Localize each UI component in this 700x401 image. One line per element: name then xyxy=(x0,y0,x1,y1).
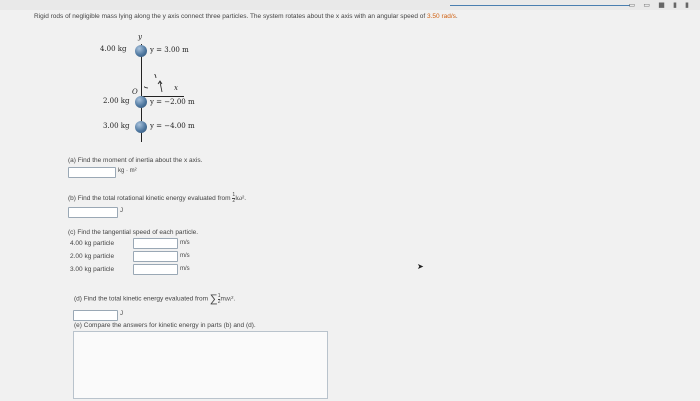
position-label-2: y = −2.00 m xyxy=(150,98,195,106)
x-axis-label: x xyxy=(174,84,178,92)
part-b-input[interactable] xyxy=(68,207,118,218)
part-b-prompt: (b) Find the total rotational kinetic energy evaluated from $\frac{1}{2}$ Iω². xyxy=(68,192,247,204)
part-a-unit: kg · m² xyxy=(118,168,137,174)
part-a-prompt: (a) Find the moment of inertia about the x axis. xyxy=(68,157,203,164)
origin-label: O xyxy=(132,88,138,96)
part-d-unit: J xyxy=(120,311,123,317)
part-c-prompt: (c) Find the tangential speed of each particle. xyxy=(68,229,199,236)
x-axis xyxy=(141,96,184,97)
part-c-unit-2: m/s xyxy=(180,253,190,259)
part-c-unit-1: m/s xyxy=(180,240,190,246)
position-label-1: y = 3.00 m xyxy=(150,46,189,54)
mass-label-1: 4.00 kg xyxy=(100,45,127,53)
part-c-input-2[interactable] xyxy=(133,251,178,262)
part-c-unit-3: m/s xyxy=(180,266,190,272)
part-d-input[interactable] xyxy=(73,310,118,321)
problem-statement: Rigid rods of negligible mass lying along the y axis connect three particles. The system rotates about the x axis with an angular speed of 3.50 rad/s. xyxy=(34,13,458,20)
part-c-label-3: 3.00 kg particle xyxy=(70,266,115,273)
particle-3 xyxy=(135,121,147,133)
part-c-input-1[interactable] xyxy=(133,238,178,249)
mass-label-2: 2.00 kg xyxy=(103,97,130,105)
top-bar xyxy=(0,0,700,10)
part-d-prompt: (d) Find the total kinetic energy evaluated from ∑ $\frac{1}{2}$ mᵢvᵢ². xyxy=(74,292,236,305)
angular-speed: 3.50 rad/s xyxy=(426,13,456,20)
toolbar-icons[interactable]: ▭ ▭ ■ ▮ ▮ xyxy=(628,1,692,9)
rotation-arrow-icon xyxy=(144,74,184,98)
mass-label-3: 3.00 kg xyxy=(103,122,130,130)
part-c-label-1: 4.00 kg particle xyxy=(70,240,115,247)
progress-line xyxy=(450,5,630,6)
part-b-unit: J xyxy=(120,208,123,214)
mouse-cursor-icon: ➤ xyxy=(417,262,424,271)
part-c-label-2: 2.00 kg particle xyxy=(70,253,115,260)
part-e-textarea[interactable] xyxy=(73,331,328,399)
part-a-input[interactable] xyxy=(68,167,116,178)
part-e-prompt: (e) Compare the answers for kinetic energy in parts (b) and (d). xyxy=(74,322,256,329)
half-fraction-d: $\frac{1}{2}$ xyxy=(217,292,221,305)
particle-2 xyxy=(135,96,147,108)
position-label-3: y = −4.00 m xyxy=(150,122,195,130)
half-fraction: $\frac{1}{2}$ xyxy=(232,192,236,204)
part-c-input-3[interactable] xyxy=(133,264,178,275)
y-axis-label: y xyxy=(138,33,142,41)
particle-1 xyxy=(135,45,147,57)
